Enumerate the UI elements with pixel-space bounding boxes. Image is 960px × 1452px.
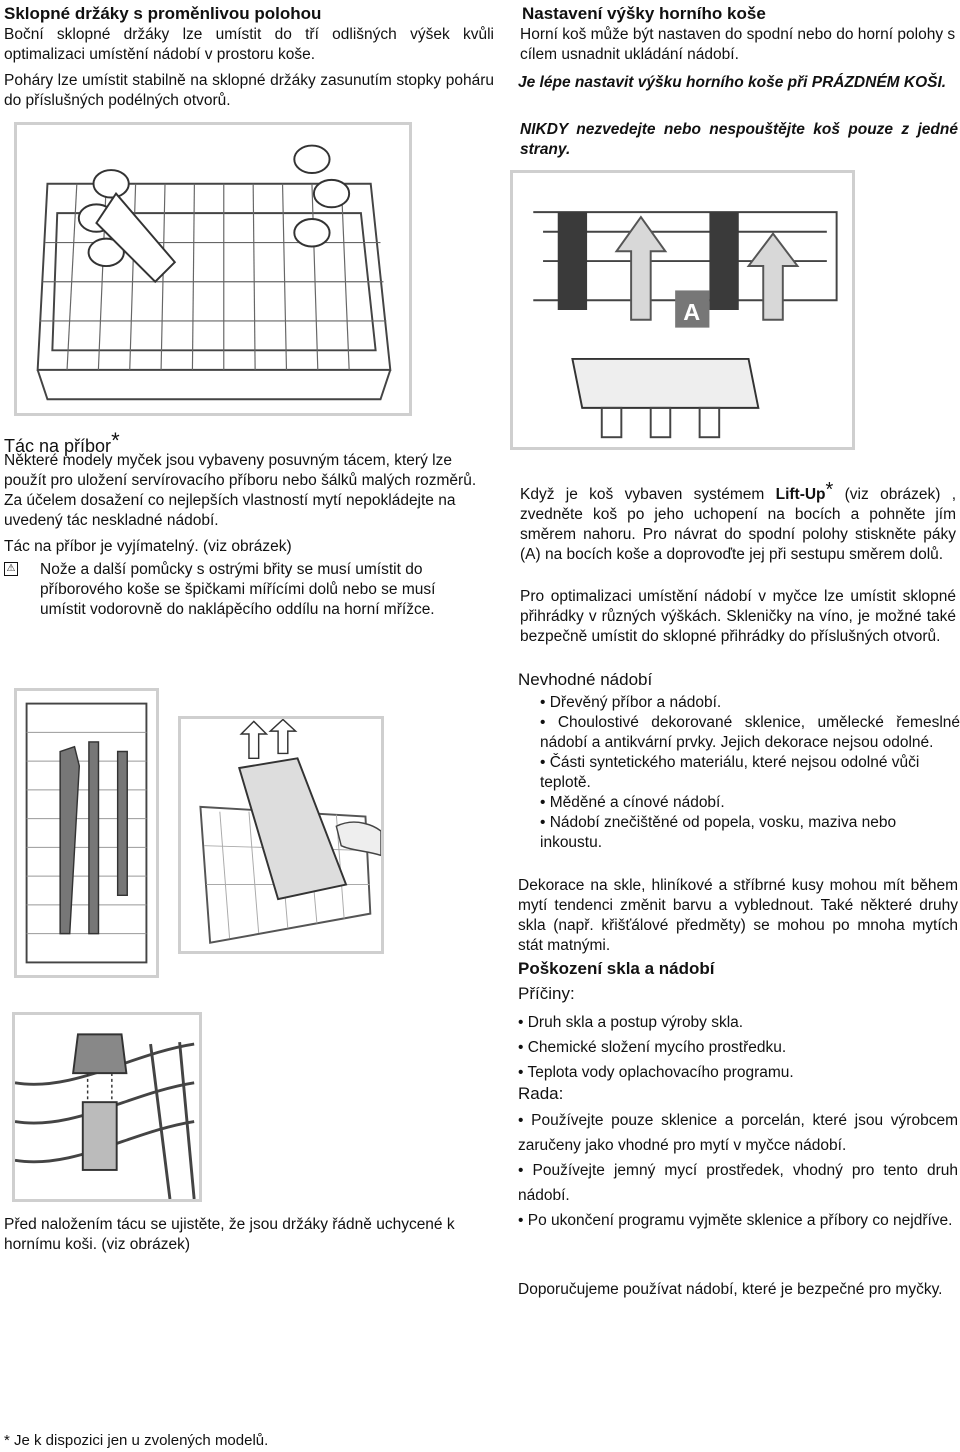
basket-height-text-2: Je lépe nastavit výšku horního koše při PRÁZDNÉM KOŠI. [518, 74, 947, 91]
cutlery-tray-drawing [17, 691, 156, 975]
list-item: • Používejte pouze sklenice a porcelán, které jsou výrobcem zaručeny jako vhodné pro mytí v myčce nádobí. [518, 1112, 958, 1154]
cutlery-tray-text-1: Některé modely myček jsou vybaveny posuvným tácem, který lze použít pro uložení servírovacího příboru nebo šálků malých rozměrů. Za účelem dosažení co nejlepších vlastností mytí nepokládejte na uvedený tác neskladné nádobí. [4, 452, 477, 529]
sharp-knives-warning [4, 560, 484, 620]
list-item: • Nádobí znečištěné od popela, vosku, maziva nebo inkoustu. [540, 814, 897, 851]
lever-a-label: A [683, 298, 701, 325]
cup-holders-text-2: Poháry lze umístit stabilně na sklopné držáky zasunutím stopky poháru do příslušných podélných otvorů. [4, 72, 494, 109]
lift-up-text-post: (viz obrázek) , zvedněte koš po jeho uchopení na bocích a pohněte jím směrem nahoru. Pro návrat do spodní polohy stiskněte páky (A) na bocích koše a doprovoďte jej při sestupu směrem dolů. [520, 486, 957, 563]
advice-list [518, 1108, 958, 1233]
list-item: • Dřevěný příbor a nádobí. [540, 694, 722, 711]
cutlery-tray-text-3: Před naložením tácu se ujistěte, že jsou držáky řádně uchycené k hornímu koši. (viz obrázek) [4, 1216, 455, 1253]
lift-up-name: Lift-Up [775, 486, 826, 503]
unsuitable-list [540, 693, 960, 853]
list-item: • Choulostivé dekorované sklenice, umělecké řemeslné nádobí a antikvární prvky. Jejich dekorace nejsou odolné. [540, 714, 960, 751]
tray-removal-drawing [181, 719, 381, 951]
list-item: • Teplota vody oplachovacího programu. [518, 1064, 794, 1081]
causes-label: Příčiny: [518, 984, 575, 1003]
list-item: • Používejte jemný mycí prostředek, vhodný pro tento druh nádobí. [518, 1162, 958, 1204]
holder-attachment-drawing [15, 1015, 199, 1199]
warning-icon: ⚠ [4, 562, 18, 576]
lift-up-text-pre: Když je koš vybaven systémem [520, 486, 776, 503]
decoration-warning-text: Dekorace na skle, hliníkové a stříbrné kusy mohou mít během mytí tendenci změnit barvu a vyblednout. Také některé druhy skla (např. křišťálové předměty) se mohou po mnoha mytích stát matnými. [518, 877, 958, 954]
damage-heading: Poškození skla a nádobí [518, 959, 715, 978]
causes-list [518, 1010, 958, 1085]
closing-recommendation: Doporučujeme používat nádobí, které je bezpečné pro myčky. [518, 1281, 943, 1298]
lift-up-asterisk: * [825, 479, 834, 501]
cup-holders-text-1: Boční sklopné držáky lze umístit do tří odlišných výšek kvůli optimalizaci umístění nádobí v prostoru koše. [4, 26, 494, 63]
cutlery-tray-removal-illustration [178, 716, 384, 954]
cutlery-tray-title: Tác na příbor [4, 436, 112, 456]
list-item: • Druh skla a postup výroby skla. [518, 1014, 744, 1031]
cup-holder-basket-illustration [14, 122, 412, 416]
cutlery-tray-top-view [14, 688, 159, 978]
advice-label: Rada: [518, 1084, 564, 1103]
cutlery-tray-text-2: Tác na příbor je vyjímatelný. (viz obrázek) [4, 538, 292, 555]
unsuitable-heading: Nevhodné nádobí [518, 670, 653, 689]
basket-drawing [17, 125, 409, 413]
list-item: • Chemické složení mycího prostředku. [518, 1039, 787, 1056]
cup-holders-heading: Sklopné držáky s proměnlivou polohou [4, 4, 322, 23]
list-item: • Měděné a cínové nádobí. [540, 794, 725, 811]
list-item: • Po ukončení programu vyjměte sklenice a příbory co nejdříve. [518, 1212, 953, 1229]
tray-holder-attachment-illustration [12, 1012, 202, 1202]
lift-up-drawing [513, 173, 852, 447]
basket-height-heading: Nastavení výšky horního koše [522, 4, 766, 23]
warning-text: Nože a další pomůcky s ostrými břity se musí umístit do příborového koše se špičkami mířícími dolů nebo se musí umístit vodorovně do naklápěcího oddílu na horní mřížce. [40, 561, 436, 618]
lift-up-illustration [510, 170, 855, 450]
rack-optimization-text: Pro optimalizaci umístění nádobí v myčce lze umístit sklopné přihrádky v různých výškách. Skleničky na víno, je možné také bezpečně umístit do sklopné přihrádky do příslušných otvorů. [520, 588, 956, 645]
footnote: * Je k dispozici jen u zvolených modelů. [4, 1432, 269, 1449]
basket-height-text-1: Horní koš může být nastaven do spodní nebo do horní polohy s cílem usnadnit ukládání nádobí. [520, 26, 956, 63]
lift-up-text [520, 480, 956, 565]
asterisk-mark: * [111, 428, 120, 453]
list-item: • Části syntetického materiálu, které nejsou odolné vůči teplotě. [540, 754, 920, 791]
basket-height-text-3: NIKDY nezvedejte nebo nespouštějte koš pouze z jedné strany. [520, 121, 958, 158]
